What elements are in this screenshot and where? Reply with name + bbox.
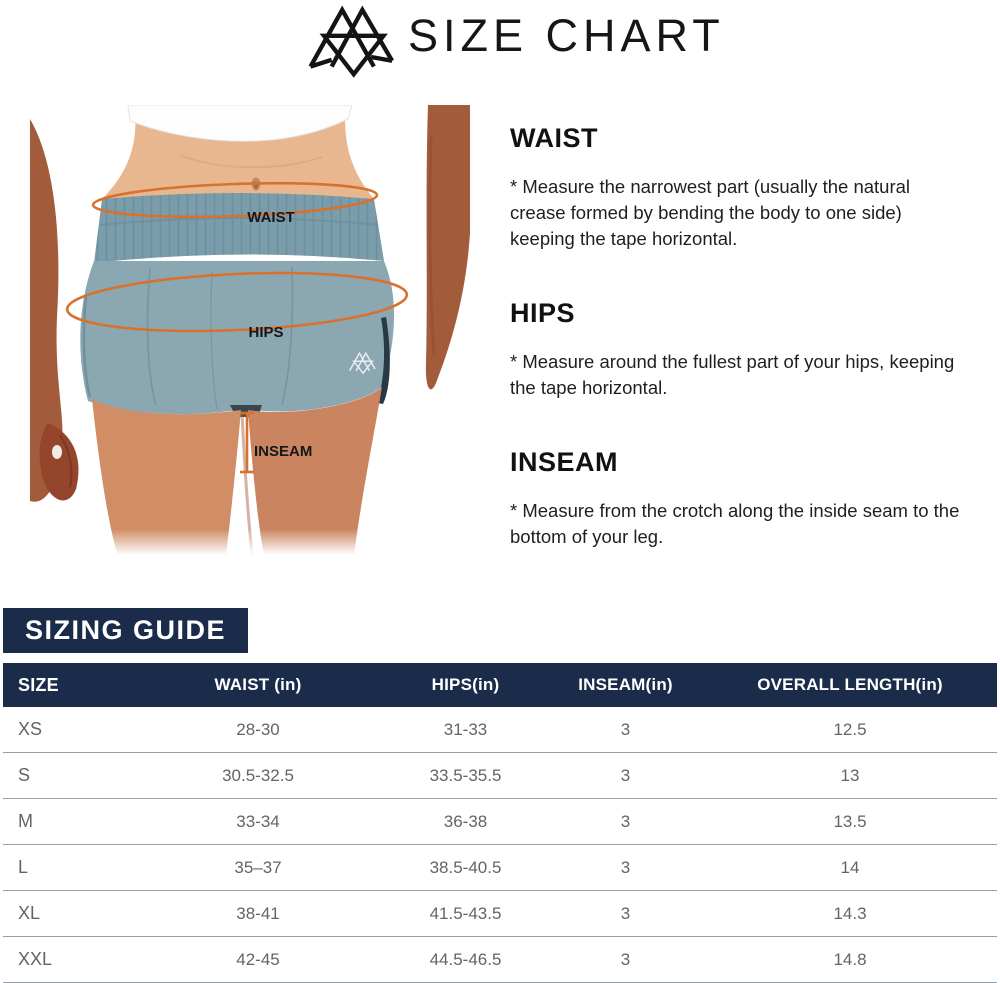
cell-inseam: 3 xyxy=(620,765,631,785)
sizing-table-header xyxy=(3,663,997,707)
table-row xyxy=(3,937,997,983)
cell-inseam: 3 xyxy=(620,949,631,969)
table-row xyxy=(3,845,997,891)
page-title: SIZE CHART xyxy=(408,10,725,61)
waist-instructions: * Measure the narrowest part (usually the natural crease formed by bending the body to one side) keeping the tape horizontal. xyxy=(510,176,911,249)
cell-waist: 33-34 xyxy=(236,811,280,831)
cell-inseam: 3 xyxy=(620,719,631,739)
cell-waist: 35–37 xyxy=(234,857,282,877)
left-arm xyxy=(30,119,78,502)
col-header-inseam: INSEAM(in) xyxy=(578,675,673,694)
cell-waist: 42-45 xyxy=(236,949,280,969)
cell-inseam: 3 xyxy=(620,857,631,877)
product-photo xyxy=(30,105,470,555)
sizing-guide-title: SIZING GUIDE xyxy=(25,615,227,645)
inseam-instructions: * Measure from the crotch along the inside seam to the bottom of your leg. xyxy=(510,500,960,547)
cell-size: L xyxy=(18,857,29,877)
cell-waist: 28-30 xyxy=(236,719,280,739)
col-header-size: SIZE xyxy=(18,674,59,695)
col-header-length: OVERALL LENGTH(in) xyxy=(757,675,943,694)
cell-hips: 41.5-43.5 xyxy=(429,903,502,923)
cell-size: XL xyxy=(18,903,41,923)
cell-length: 14 xyxy=(840,857,860,877)
cell-length: 12.5 xyxy=(833,719,867,739)
cell-hips: 36-38 xyxy=(443,811,488,831)
cell-length: 14.8 xyxy=(833,949,867,969)
hips-section xyxy=(510,298,962,401)
sizing-table xyxy=(3,663,997,983)
cell-hips: 44.5-46.5 xyxy=(429,949,502,969)
cell-size: S xyxy=(18,765,31,785)
col-header-hips: HIPS(in) xyxy=(431,675,500,694)
cell-size: XS xyxy=(18,719,43,739)
table-row xyxy=(3,753,997,799)
cell-inseam: 3 xyxy=(620,811,631,831)
inseam-figure-label: INSEAM xyxy=(254,443,313,460)
cell-hips: 38.5-40.5 xyxy=(429,857,502,877)
right-arm xyxy=(426,105,470,389)
brand-logo-icon xyxy=(299,2,395,86)
cell-inseam: 3 xyxy=(620,903,631,923)
inseam-section xyxy=(510,447,962,550)
cell-hips: 33.5-35.5 xyxy=(429,765,502,785)
table-row xyxy=(3,707,997,753)
cell-length: 13.5 xyxy=(833,811,867,831)
hips-heading: HIPS xyxy=(510,298,576,328)
model-shorts-illustration xyxy=(30,105,470,555)
hips-figure-label: HIPS xyxy=(248,324,284,341)
col-header-waist: WAIST (in) xyxy=(214,675,302,694)
cell-waist: 30.5-32.5 xyxy=(222,765,294,785)
table-row xyxy=(3,799,997,845)
cell-size: M xyxy=(18,811,33,831)
cell-size: XXL xyxy=(18,949,53,969)
inseam-heading: INSEAM xyxy=(510,447,619,477)
waist-section xyxy=(510,123,962,252)
cell-waist: 38-41 xyxy=(236,903,280,923)
waist-heading: WAIST xyxy=(510,123,598,153)
cell-length: 13 xyxy=(840,765,860,785)
sizing-guide-title-box xyxy=(3,608,248,653)
shorts-waistband xyxy=(94,193,384,263)
cell-length: 14.3 xyxy=(833,903,867,923)
table-row xyxy=(3,891,997,937)
hips-instructions: * Measure around the fullest part of your hips, keeping the tape horizontal. xyxy=(510,351,955,398)
cell-hips: 31-33 xyxy=(443,719,488,739)
waist-figure-label: WAIST xyxy=(247,209,295,226)
